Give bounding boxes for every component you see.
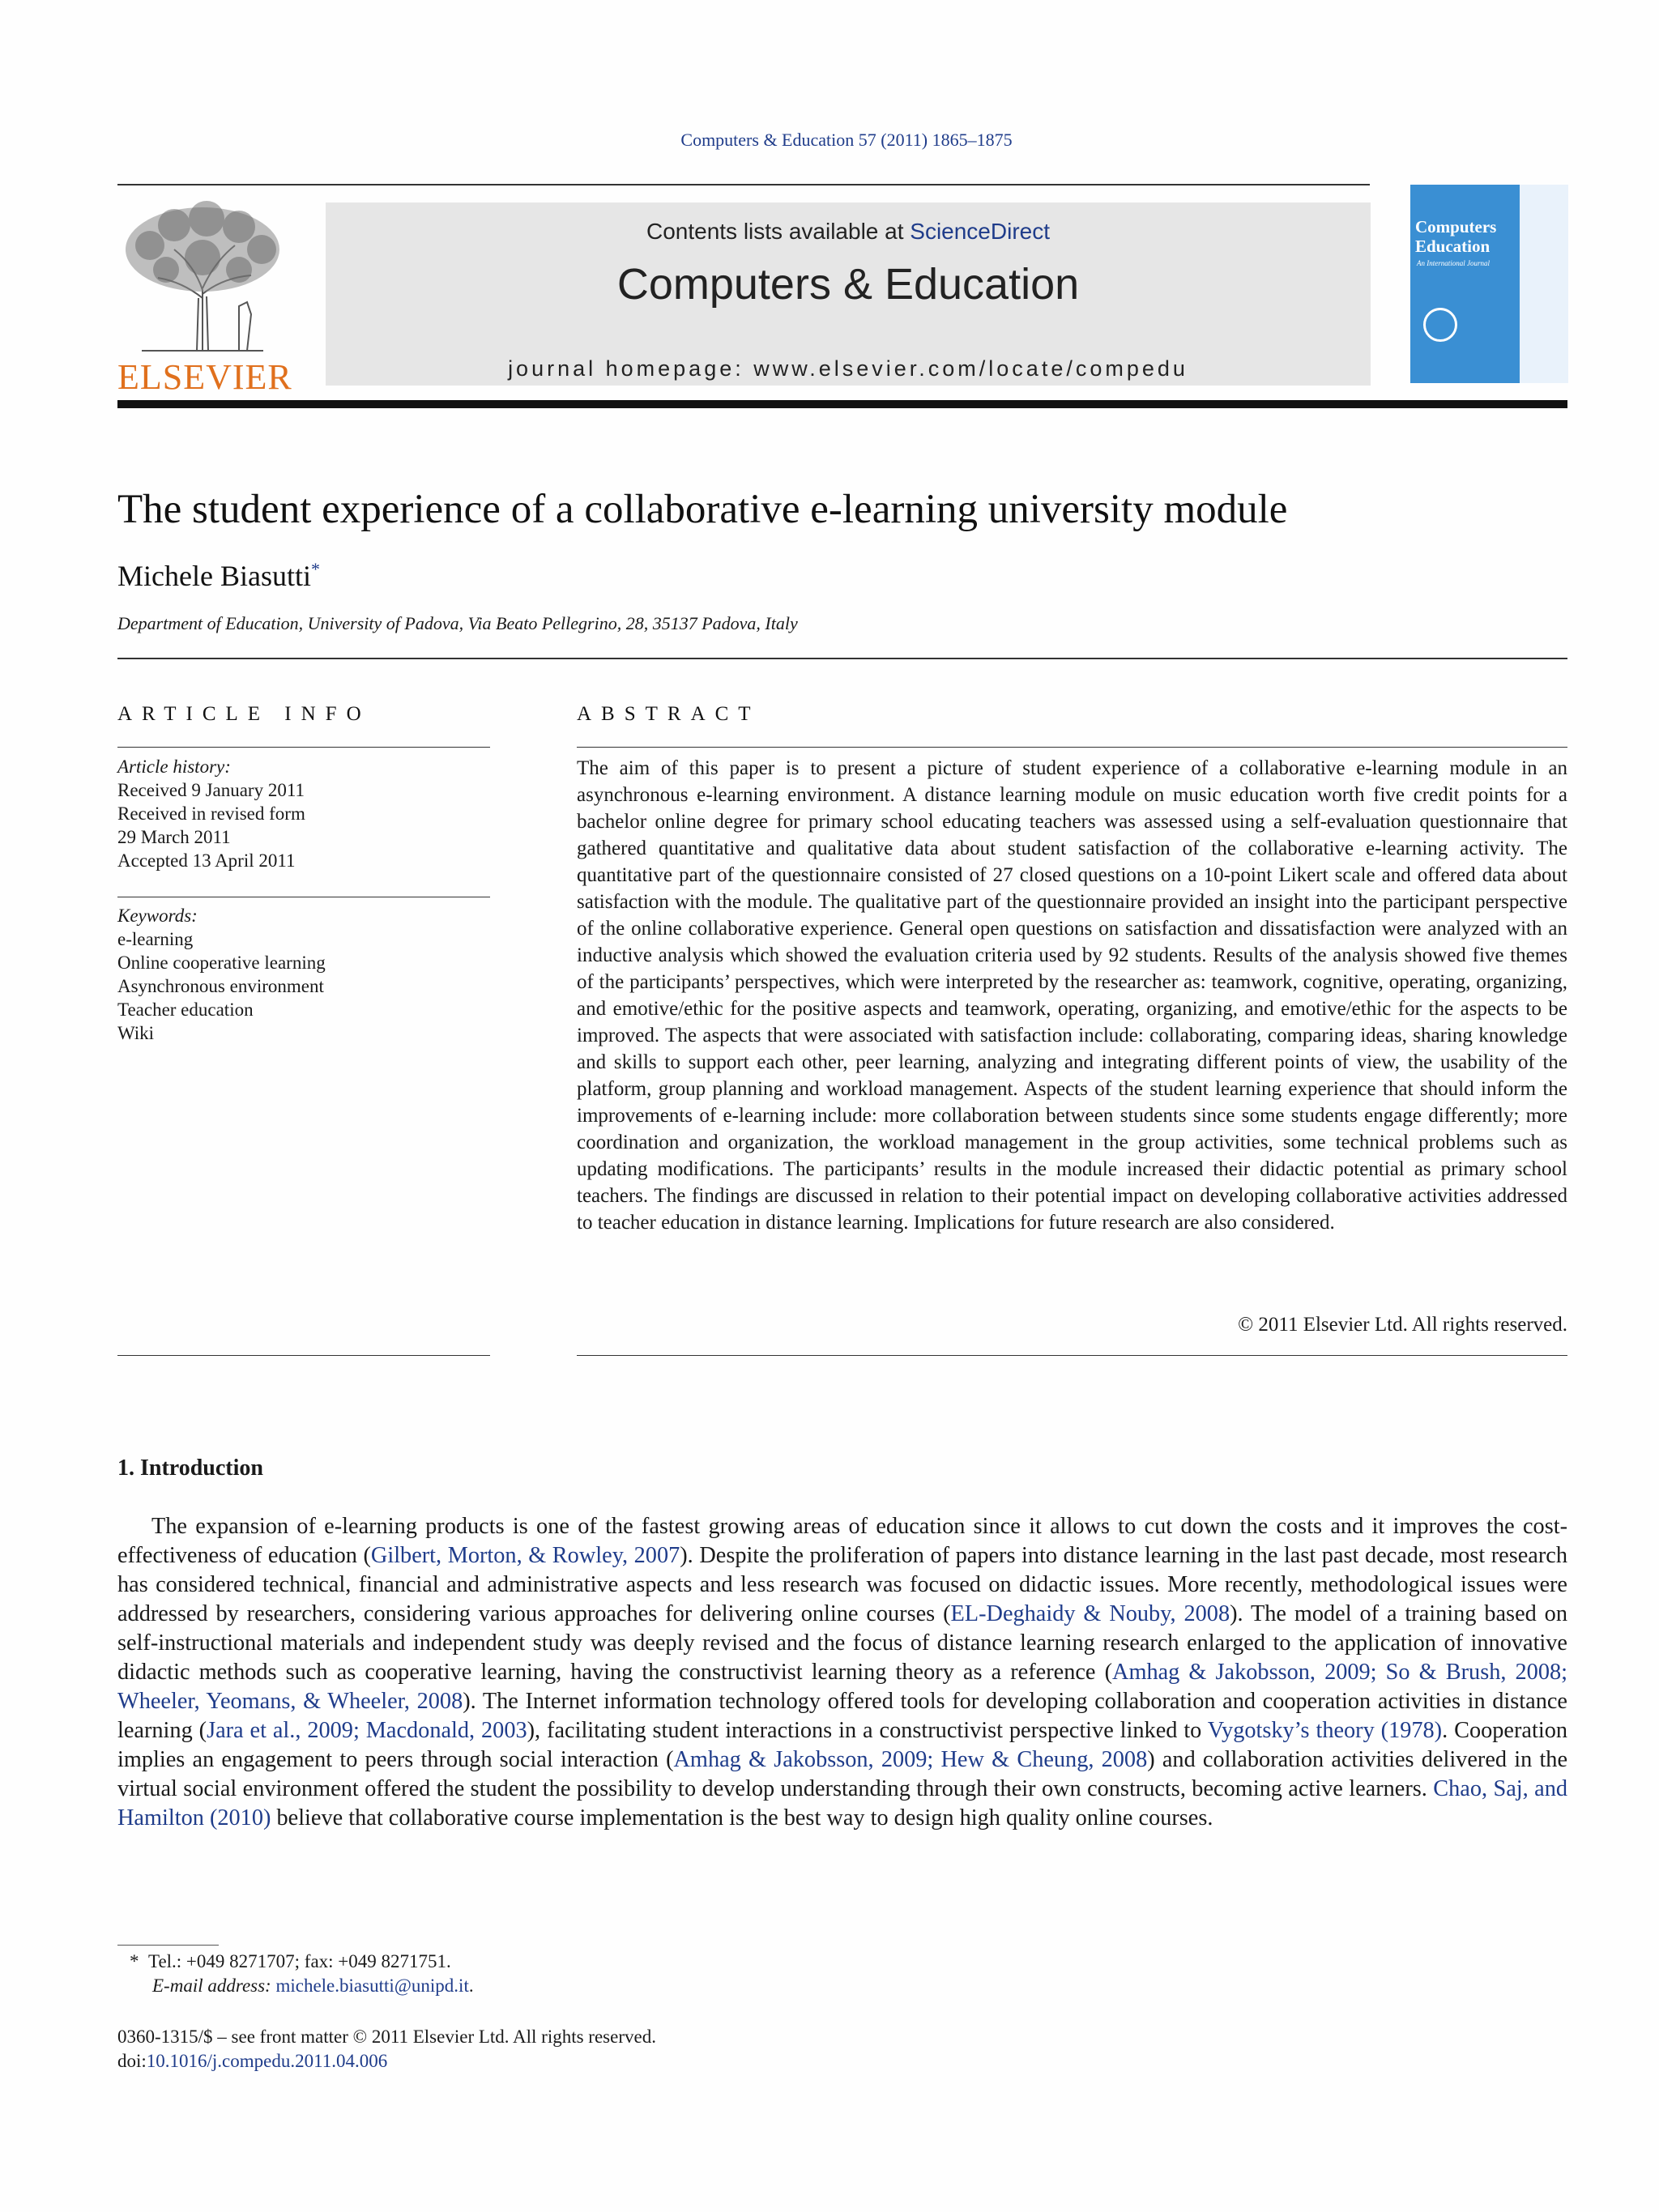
history-label: Article history: (117, 757, 231, 777)
contents-prefix: Contents lists available at (646, 219, 911, 244)
journal-header (326, 202, 1371, 386)
citation-link[interactable]: Chao, Saj, and Hamilton (2010) (117, 1776, 1567, 1831)
footnote-mark: * (130, 1951, 139, 1971)
citation-link[interactable]: Amhag & Jakobsson, 2009; So & Brush, 2008; Wheeler, Yeomans, & Wheeler, 2008 (117, 1660, 1567, 1714)
intro-text: . Cooperation implies an engagement to peers through social interaction ( (117, 1718, 1567, 1772)
author-affiliation: Department of Education, University of Padova, Via Beato Pellegrino, 28, 35137 Padova, Italy (117, 613, 798, 633)
doi-link[interactable]: 10.1016/j.compedu.2011.04.006 (146, 2051, 388, 2071)
abstract-bottom-rule (577, 1355, 1567, 1356)
author-footnote-mark[interactable]: * (310, 559, 320, 579)
doi-line (117, 2049, 656, 2073)
intro-text: ). The model of a training based on self-instructional materials and independent study was deeply revised and the focus of distance learning research enlarged to the application of innovative didactic methods such as cooperative learning, having the constructivist learning theory as a reference ( (117, 1601, 1567, 1685)
intro-text: ). Despite the proliferation of papers into distance learning in the last past decade, most research has considered technical, financial and administrative aspects and less research was focused on didactic issues. More recently, methodological issues were addressed by researchers, considering various approaches for delivering online courses ( (117, 1543, 1567, 1626)
citation-link[interactable]: Jara et al., 2009; Macdonald, 2003 (207, 1718, 527, 1743)
abstract-rule (577, 747, 1567, 748)
front-matter (117, 2025, 656, 2073)
intro-text: ), facilitating student interactions in a constructivist perspective linked to (527, 1718, 1208, 1743)
keywords (117, 904, 490, 1045)
keyword-item: Wiki (117, 1023, 155, 1043)
history-item: Accepted 13 April 2011 (117, 850, 296, 871)
journal-citation[interactable]: Computers & Education 57 (2011) 1865–1875 (680, 130, 1013, 150)
article-title: The student experience of a collaborative e-learning university module (117, 487, 1288, 532)
citation-link[interactable]: Vygotsky’s theory (1978) (1207, 1718, 1443, 1743)
cover-title-line2: Education (1415, 237, 1491, 256)
abstract-heading: ABSTRACT (577, 703, 761, 725)
footnote-contact (130, 1950, 474, 1974)
article-info-bottom-rule (117, 1355, 490, 1356)
keyword-item: Online cooperative learning (117, 953, 326, 973)
article-info-rule (117, 747, 490, 748)
header-thick-rule (117, 400, 1567, 408)
sciencedirect-link[interactable]: ScienceDirect (910, 219, 1050, 244)
cover-badge-icon (1423, 308, 1457, 342)
elsevier-tree-icon (117, 201, 288, 355)
section-heading-introduction: 1. Introduction (117, 1455, 263, 1481)
keywords-label: Keywords: (117, 906, 198, 926)
citation-link[interactable]: Gilbert, Morton, & Rowley, 2007 (370, 1543, 680, 1568)
footnote-email-line (130, 1974, 474, 1998)
keyword-item: Teacher education (117, 999, 254, 1020)
article-history (117, 755, 490, 872)
elsevier-wordmark: ELSEVIER (117, 357, 292, 397)
front-matter-line: 0360-1315/$ – see front matter © 2011 Elsevier Ltd. All rights reserved. (117, 2027, 656, 2047)
author-name-text: Michele Biasutti (117, 560, 311, 592)
journal-title: Computers & Education (616, 260, 1080, 309)
header-top-rule (117, 184, 1370, 185)
journal-cover (1410, 185, 1568, 383)
intro-text: ) and collaboration activities delivered in the virtual social environment offered the student the possibility to develop understanding through their own constructs, becoming active learners. (117, 1747, 1568, 1801)
abstract-text: The aim of this paper is to present a picture of student experience of a collaborative e-learning module in an asynchronous e-learning environment. A distance learning module on music education worth five credit points for a bachelor online degree for primary school educating teachers was assessed using a self-evaluation questionnaire that gathered quantitative and qualitative data about student satisfaction of the collaborative e-learning activity. The quantitative part of the questionnaire consisted of 27 closed questions on a 10-point Likert scale and offered data about satisfaction with the module. The qualitative part of the questionnaire provided an insight into the participant perspective of the online collaborative experience. General open questions on satisfaction and dissatisfaction were analyzed with an inductive analysis which showed the evaluation criteria used by 92 students. Results of the analysis showed five themes of the participants’ perspectives, which were interpreted by the researcher as: teamwork, cognitive, operating, organizing, and emotive/ethic for the positive aspects and teamwork, operating, organizing, and emotive/ethic for the aspects to be improved. The aspects that were associated with satisfaction include: collaborating, comparing ideas, sharing knowledge and skills to support each other, peer learning, analyzing and integrating different points of view, the usability of the platform, group planning and workload management. Aspects of the student learning experience that should inform the improvements of e-learning include: more collaboration between students since some students engage differently; more coordination and organization, the workload management in the group activities, some technical problems such as updating modifications. The participants’ results in the module increased their didactic potential as primary school teachers. The findings are discussed in relation to their potential impact on developing collaborative activities addressed to teacher education in distance learning. Implications for future research are also considered. (577, 757, 1567, 1234)
history-item: 29 March 2011 (117, 827, 231, 847)
title-rule (117, 658, 1567, 659)
cover-side-panel (1520, 185, 1568, 383)
cover-title (1415, 217, 1520, 256)
intro-text: ). The Internet information technology offered tools for developing collaboration and cooperation activities in distance learning ( (117, 1689, 1567, 1743)
author-footnote (130, 1950, 474, 1998)
contents-line (326, 219, 1371, 245)
history-item: Received in revised form (117, 803, 305, 824)
cover-title-line1: Computers (1415, 217, 1497, 237)
article-info-heading: ARTICLE INFO (117, 703, 371, 725)
author-name (117, 559, 320, 593)
doi-label: doi: (117, 2051, 147, 2071)
email-label: E-mail address: (152, 1975, 276, 1996)
email-end: . (468, 1975, 474, 1996)
author-email-link[interactable]: michele.biasutti@unipd.it (275, 1975, 469, 1996)
citation-link[interactable]: Amhag & Jakobsson, 2009; Hew & Cheung, 2008 (673, 1747, 1148, 1772)
abstract-copyright: © 2011 Elsevier Ltd. All rights reserved. (1238, 1314, 1567, 1336)
keyword-item: Asynchronous environment (117, 976, 324, 996)
history-item: Received 9 January 2011 (117, 780, 305, 800)
intro-text: believe that collaborative course implementation is the best way to design high quality online courses. (271, 1805, 1213, 1831)
journal-homepage[interactable]: journal homepage: www.elsevier.com/locate/compedu (508, 356, 1188, 381)
cover-subtitle: An International Journal (1417, 259, 1490, 267)
footnote-rule (117, 1945, 219, 1946)
keyword-item: e-learning (117, 929, 194, 949)
introduction-paragraph (117, 1512, 1567, 1833)
footnote-tel: Tel.: +049 8271707; fax: +049 8271751. (148, 1951, 451, 1971)
intro-text: The expansion of e-learning products is one of the fastest growing areas of education since it allows to cut down the costs and it improves the cost-effectiveness of education ( (117, 1514, 1567, 1568)
citation-link[interactable]: EL-Deghaidy & Nouby, 2008 (950, 1601, 1230, 1626)
